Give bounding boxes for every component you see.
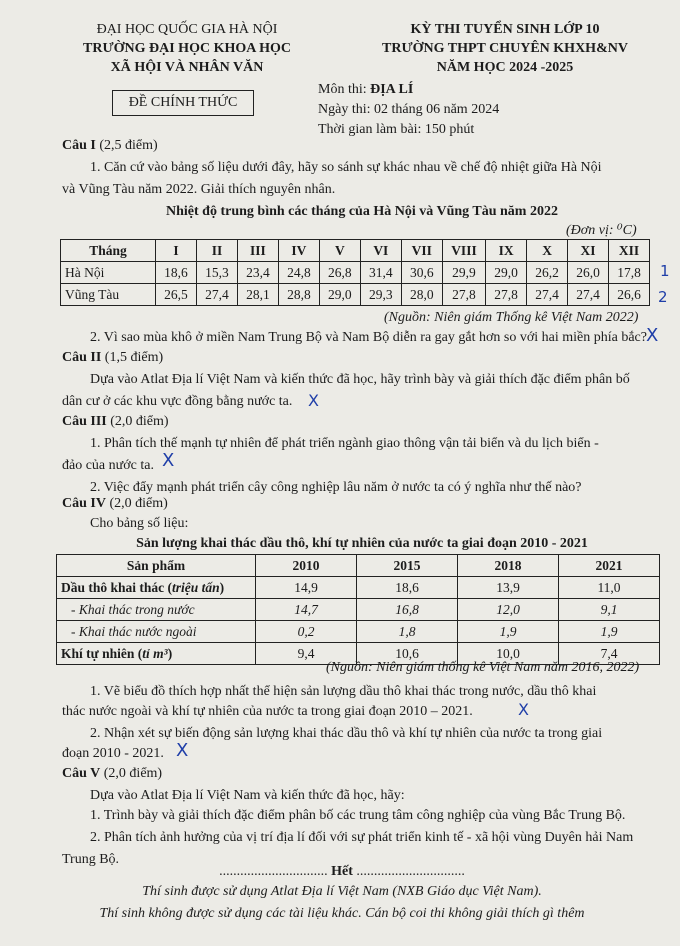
table-cell: 11,0: [559, 577, 660, 599]
end-marker: [62, 864, 622, 880]
q1-table-unit: (Đơn vị: ⁰C): [566, 223, 637, 238]
q1-item1-line2: và Vũng Tàu năm 2022. Giải thích nguyên nhân.: [62, 182, 336, 197]
subject-name: ĐỊA LÍ: [370, 82, 414, 97]
row-label: [57, 643, 256, 665]
table-cell: 28,1: [237, 284, 278, 306]
row-label: [57, 577, 256, 599]
table-cell: 1,9: [458, 621, 559, 643]
q4-heading: [62, 496, 168, 512]
row-label: Hà Nội: [61, 262, 156, 284]
university-name: ĐẠI HỌC QUỐC GIA HÀ NỘI: [96, 22, 278, 37]
q3-item1-line1: 1. Phân tích thế mạnh tự nhiên để phát triển ngành giao thông vận tải biển và du lịch biển -: [90, 436, 599, 451]
col-header: 2021: [559, 555, 660, 577]
table-cell: 10,0: [458, 643, 559, 665]
end-dots-left: ...............................: [219, 864, 328, 879]
col-header: XI: [568, 240, 609, 262]
table-cell: 29,0: [486, 262, 527, 284]
footer-note-1: Thí sinh được sử dụng Atlat Địa lí Việt Nam (NXB Giáo dục Việt Nam).: [142, 884, 542, 899]
school-name-line2: XÃ HỘI VÀ NHÂN VĂN: [110, 60, 264, 75]
q5-points: (2,0 điểm): [100, 766, 163, 781]
exam-school: TRƯỜNG THPT CHUYÊN KHXH&NV: [382, 41, 628, 56]
col-header: Sản phẩm: [57, 555, 256, 577]
handwritten-cross: X: [308, 391, 319, 410]
col-header: I: [156, 240, 197, 262]
col-header: VII: [401, 240, 442, 262]
table-cell: 13,9: [458, 577, 559, 599]
school-name-line1: TRƯỜNG ĐẠI HỌC KHOA HỌC: [83, 41, 291, 56]
col-header: 2018: [458, 555, 559, 577]
university-header: [62, 20, 312, 77]
end-dots-right: ...............................: [356, 864, 465, 879]
row-label-unit: triệu tấn: [172, 579, 220, 595]
table-cell: 18,6: [357, 577, 458, 599]
row-label: - Khai thác nước ngoài: [57, 621, 256, 643]
table-cell: 27,4: [196, 284, 237, 306]
exam-date: Ngày thi: 02 tháng 06 năm 2024: [318, 102, 500, 117]
q1-title: Câu I: [62, 138, 96, 153]
table-cell: 9,1: [559, 599, 660, 621]
table-cell: 30,6: [401, 262, 442, 284]
q5-title: Câu V: [62, 766, 101, 781]
q4-item2-line2: đoạn 2010 - 2021.: [62, 746, 164, 761]
row-label-end: ): [167, 645, 173, 661]
table-row-hanoi: [61, 262, 650, 284]
footer-note-2: Thí sinh không được sử dụng các tài liệu khác. Cán bộ coi thi không giải thích gì thêm: [99, 906, 585, 921]
temperature-table: [60, 239, 650, 306]
q4-item1-line2: thác nước ngoài và khí tự nhiên của nước ta trong giai đoạn 2010 – 2021.: [62, 704, 473, 719]
q3-heading: [62, 414, 169, 430]
table-cell: 1,8: [357, 621, 458, 643]
q1-table-title: Nhiệt độ trung bình các tháng của Hà Nội và Vũng Tàu năm 2022: [166, 204, 558, 219]
col-header: XII: [609, 240, 650, 262]
table-cell: 18,6: [156, 262, 197, 284]
q3-item1-line2: đảo của nước ta.: [62, 458, 154, 473]
table-cell: 27,4: [527, 284, 568, 306]
table-cell: 31,4: [360, 262, 401, 284]
table-cell: 14,7: [256, 599, 357, 621]
exam-name: KỲ THI TUYỂN SINH LỚP 10: [410, 22, 600, 37]
col-header: V: [319, 240, 360, 262]
table-cell: 1,9: [559, 621, 660, 643]
col-header: 2010: [256, 555, 357, 577]
q2-line2: dân cư ở các khu vực đồng bằng nước ta.: [62, 394, 293, 409]
q1-item1-line1: 1. Căn cứ vào bảng số liệu dưới đây, hãy so sánh sự khác nhau về chế độ nhiệt giữa Hà Nội: [90, 160, 602, 175]
q4-table-source: (Nguồn: Niên giám thống kê Việt Nam năm 2016, 2022): [326, 660, 640, 675]
table-cell: 26,2: [527, 262, 568, 284]
q3-item2: 2. Việc đẩy mạnh phát triển cây công nghiệp lâu năm ở nước ta có ý nghĩa như thế nào?: [90, 480, 582, 495]
table-row-domestic: [57, 599, 660, 621]
table-cell: 27,8: [442, 284, 485, 306]
handwritten-row-mark: 2: [658, 288, 668, 306]
q3-title: Câu III: [62, 414, 107, 429]
row-label: - Khai thác trong nước: [57, 599, 256, 621]
row-label-end: ): [219, 579, 225, 595]
table-cell: 0,2: [256, 621, 357, 643]
col-header: VI: [360, 240, 401, 262]
q1-table-source: (Nguồn: Niên giám Thống kê Việt Nam 2022): [384, 310, 639, 325]
table-cell: 15,3: [196, 262, 237, 284]
table-cell: 26,5: [156, 284, 197, 306]
col-header: IV: [278, 240, 319, 262]
q3-points: (2,0 điểm): [106, 414, 169, 429]
handwritten-cross: X: [162, 450, 175, 471]
table-header-row: [57, 555, 660, 577]
official-badge: ĐỀ CHÍNH THỨC: [112, 90, 254, 116]
col-header: II: [196, 240, 237, 262]
q1-heading: [62, 138, 158, 154]
col-header: Tháng: [61, 240, 156, 262]
table-cell: 27,4: [568, 284, 609, 306]
table-cell: 29,3: [360, 284, 401, 306]
table-row-vungtau: [61, 284, 650, 306]
handwritten-cross: X: [518, 700, 529, 719]
row-label-text: Khí tự nhiên (: [61, 645, 143, 661]
q4-table-title: Sản lượng khai thác dầu thô, khí tự nhiên của nước ta giai đoạn 2010 - 2021: [136, 536, 588, 551]
row-label-unit: tỉ m³: [142, 645, 168, 661]
table-cell: 14,9: [256, 577, 357, 599]
table-cell: 28,8: [278, 284, 319, 306]
handwritten-cross: X: [646, 325, 659, 346]
oil-gas-table: [56, 554, 660, 665]
col-header: X: [527, 240, 568, 262]
table-cell: 23,4: [237, 262, 278, 284]
q4-item2-line1: 2. Nhận xét sự biến động sản lượng khai thác dầu thô và khí tự nhiên của nước ta trong giai: [90, 726, 603, 741]
table-cell: 10,6: [357, 643, 458, 665]
exam-year: NĂM HỌC 2024 -2025: [436, 60, 574, 75]
q2-heading: [62, 350, 163, 366]
q2-line1: Dựa vào Atlat Địa lí Việt Nam và kiến thức đã học, hãy trình bày và giải thích đặc điểm phân bố: [90, 372, 630, 387]
q5-item2-line2: Trung Bộ.: [62, 852, 120, 867]
table-cell: 24,8: [278, 262, 319, 284]
exam-header: [345, 20, 665, 77]
q4-item1-line1: 1. Vẽ biểu đồ thích hợp nhất thể hiện sản lượng dầu thô khai thác trong nước, dầu thô khai: [90, 684, 597, 699]
table-cell: 12,0: [458, 599, 559, 621]
q5-intro: Dựa vào Atlat Địa lí Việt Nam và kiến thức đã học, hãy:: [90, 788, 405, 803]
table-header-row: [61, 240, 650, 262]
col-header: III: [237, 240, 278, 262]
exam-duration: Thời gian làm bài: 150 phút: [318, 122, 475, 137]
table-cell: 9,4: [256, 643, 357, 665]
handwritten-row-mark: 1: [660, 262, 670, 280]
col-header: VIII: [442, 240, 485, 262]
q4-intro: Cho bảng số liệu:: [90, 516, 189, 531]
q5-item2-line1: 2. Phân tích ảnh hưởng của vị trí địa lí đối với sự phát triển kinh tế - xã hội vùng Duyên hải Nam: [90, 830, 634, 845]
handwritten-cross: X: [176, 740, 189, 761]
col-header: 2015: [357, 555, 458, 577]
q4-title: Câu IV: [62, 496, 106, 511]
table-cell: 26,0: [568, 262, 609, 284]
row-label: Vũng Tàu: [61, 284, 156, 306]
table-cell: 29,0: [319, 284, 360, 306]
q4-points: (2,0 điểm): [105, 496, 168, 511]
q1-item2: 2. Vì sao mùa khô ở miền Nam Trung Bộ và Nam Bộ diễn ra gay gắt hơn so với hai miền phía bắc?: [90, 330, 647, 345]
col-header: IX: [486, 240, 527, 262]
table-cell: 26,6: [609, 284, 650, 306]
table-cell: 27,8: [486, 284, 527, 306]
table-row-crude-oil: [57, 577, 660, 599]
q2-title: Câu II: [62, 350, 102, 365]
table-cell: 29,9: [442, 262, 485, 284]
q5-heading: [62, 766, 162, 782]
table-cell: 17,8: [609, 262, 650, 284]
q2-points: (1,5 điểm): [101, 350, 164, 365]
row-label-text: Dầu thô khai thác (: [61, 579, 173, 595]
table-cell: 7,4: [559, 643, 660, 665]
table-row-abroad: [57, 621, 660, 643]
table-cell: 28,0: [401, 284, 442, 306]
q5-item1: 1. Trình bày và giải thích đặc điểm phân bố các trung tâm công nghiệp của vùng Bắc Trung Bộ.: [90, 808, 626, 823]
end-text: Hết: [327, 864, 357, 879]
subject-line: [318, 82, 413, 98]
q1-points: (2,5 điểm): [95, 138, 158, 153]
table-cell: 16,8: [357, 599, 458, 621]
table-cell: 26,8: [319, 262, 360, 284]
subject-label: Môn thi:: [318, 82, 371, 97]
